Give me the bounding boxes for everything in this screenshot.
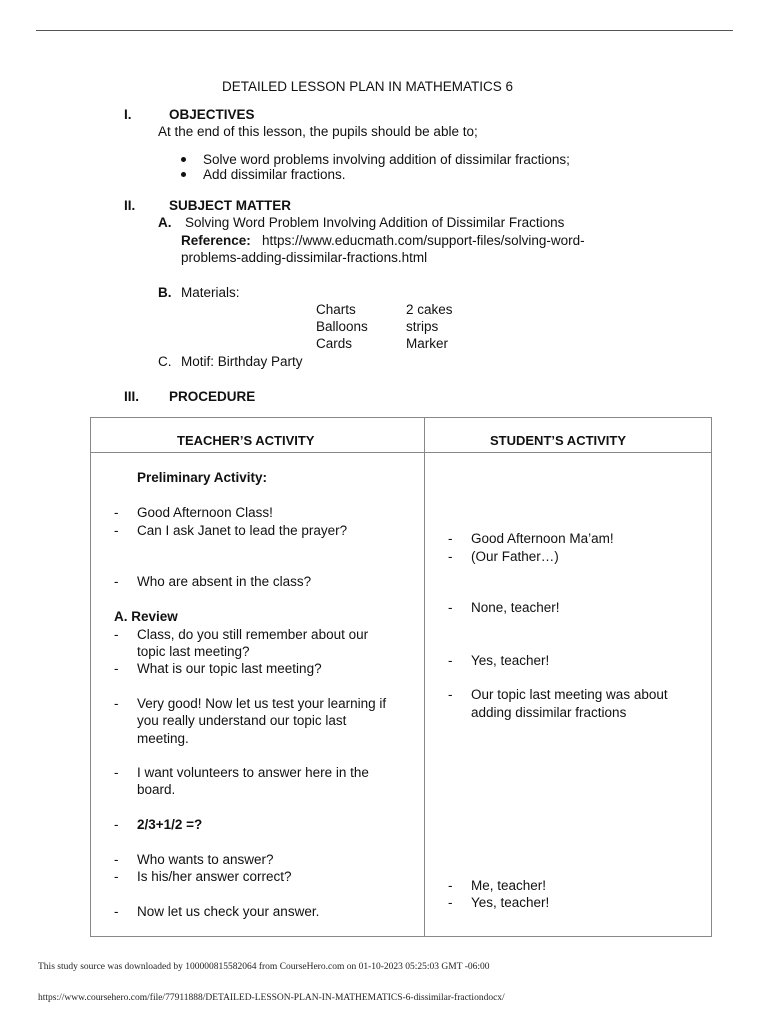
- subject-matter-number: II.: [124, 198, 136, 213]
- teacher-line: Now let us check your answer.: [137, 904, 320, 919]
- dash: -: [114, 852, 119, 867]
- dash: -: [114, 765, 119, 780]
- student-line: Yes, teacher!: [471, 895, 550, 910]
- teacher-line: meeting.: [137, 731, 189, 746]
- preliminary-activity-heading: Preliminary Activity:: [137, 470, 268, 485]
- review-heading: A. Review: [114, 609, 178, 624]
- dash: -: [448, 895, 453, 910]
- dash: -: [448, 653, 453, 668]
- download-notice: This study source was downloaded by 100000815582064 from CourseHero.com on 01-10-2023 05:25:03 GMT -06:00: [38, 962, 490, 972]
- teacher-line: Is his/her answer correct?: [137, 869, 292, 884]
- student-activity-header: STUDENT’S ACTIVITY: [490, 433, 627, 448]
- student-line: Good Afternoon Ma’am!: [471, 531, 614, 546]
- objectives-heading: OBJECTIVES: [169, 107, 255, 122]
- subject-b-label: B.: [158, 285, 172, 300]
- subject-c-text: Motif: Birthday Party: [181, 354, 303, 369]
- student-line: adding dissimilar fractions: [471, 705, 627, 720]
- material-item: Charts: [316, 302, 356, 317]
- procedure-heading: PROCEDURE: [169, 389, 256, 404]
- student-line: (Our Father…): [471, 549, 559, 564]
- dash: -: [448, 549, 453, 564]
- dash: -: [114, 505, 119, 520]
- bullet-icon: [181, 157, 186, 162]
- dash: -: [448, 600, 453, 615]
- source-url[interactable]: https://www.coursehero.com/file/77911888/DETAILED-LESSON-PLAN-IN-MATHEMATICS-6-dissimilar-fractiondocx/: [38, 993, 505, 1003]
- dash: -: [448, 687, 453, 702]
- teacher-line: you really understand our topic last: [137, 713, 347, 728]
- objective-item-2: Add dissimilar fractions.: [203, 167, 346, 182]
- teacher-line: topic last meeting?: [137, 644, 250, 659]
- teacher-line: Who wants to answer?: [137, 852, 274, 867]
- bullet-icon: [181, 172, 186, 177]
- material-item: Cards: [316, 336, 353, 351]
- student-line: None, teacher!: [471, 600, 560, 615]
- reference-label: Reference:: [181, 233, 251, 248]
- subject-a-label: A.: [158, 215, 172, 230]
- student-line: Yes, teacher!: [471, 653, 550, 668]
- objectives-number: I.: [124, 107, 132, 122]
- subject-matter-heading: SUBJECT MATTER: [169, 198, 292, 213]
- teacher-line: Very good! Now let us test your learning if: [137, 696, 387, 711]
- math-problem: 2/3+1/2 =?: [137, 817, 203, 832]
- teacher-activity-header: TEACHER’S ACTIVITY: [177, 433, 315, 448]
- reference-link-line1[interactable]: https://www.educmath.com/support-files/solving-word-: [262, 233, 585, 248]
- dash: -: [448, 878, 453, 893]
- dash: -: [114, 696, 119, 711]
- subject-c-label: C.: [158, 354, 172, 369]
- teacher-line: Good Afternoon Class!: [137, 505, 273, 520]
- document-title: DETAILED LESSON PLAN IN MATHEMATICS 6: [222, 79, 514, 94]
- table-column-divider: [424, 417, 425, 937]
- teacher-line: Who are absent in the class?: [137, 574, 312, 589]
- dash: -: [114, 627, 119, 642]
- dash: -: [114, 869, 119, 884]
- material-item: Marker: [406, 336, 449, 351]
- reference-link-line2[interactable]: problems-adding-dissimilar-fractions.html: [181, 250, 428, 265]
- teacher-line: board.: [137, 782, 176, 797]
- top-rule: [36, 30, 733, 31]
- dash: -: [114, 523, 119, 538]
- procedure-number: III.: [124, 389, 140, 404]
- objectives-intro: At the end of this lesson, the pupils should be able to;: [158, 124, 478, 139]
- student-line: Me, teacher!: [471, 878, 547, 893]
- dash: -: [114, 661, 119, 676]
- table-header-divider: [90, 452, 712, 453]
- objective-item-1: Solve word problems involving addition of dissimilar fractions;: [203, 152, 570, 167]
- teacher-line: Class, do you still remember about our: [137, 627, 369, 642]
- material-item: strips: [406, 319, 439, 334]
- material-item: 2 cakes: [406, 302, 453, 317]
- dash: -: [114, 817, 119, 832]
- teacher-line: What is our topic last meeting?: [137, 661, 322, 676]
- material-item: Balloons: [316, 319, 368, 334]
- dash: -: [114, 904, 119, 919]
- student-line: Our topic last meeting was about: [471, 687, 668, 702]
- teacher-line: Can I ask Janet to lead the prayer?: [137, 523, 348, 538]
- subject-b-text: Materials:: [181, 285, 240, 300]
- dash: -: [114, 574, 119, 589]
- dash: -: [448, 531, 453, 546]
- subject-a-text: Solving Word Problem Involving Addition of Dissimilar Fractions: [185, 215, 565, 230]
- teacher-line: I want volunteers to answer here in the: [137, 765, 369, 780]
